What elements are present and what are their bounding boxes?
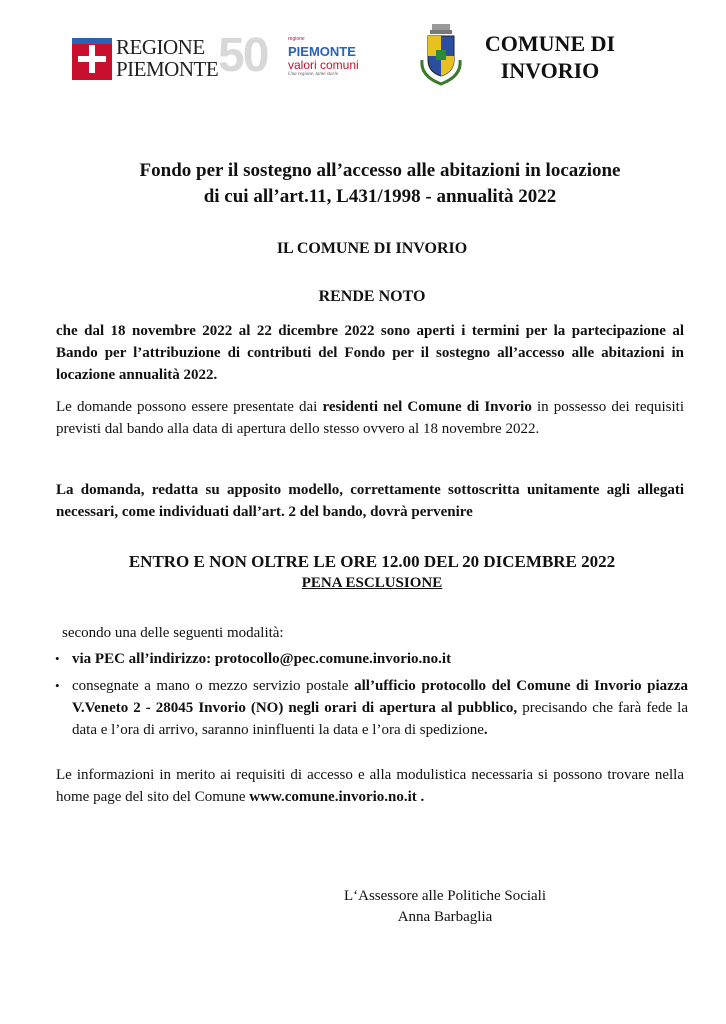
document-title — [60, 158, 700, 210]
office-address: all’ufficio protocollo del Comune di Invorio piazza V.Veneto 2 - 28045 Invorio (NO) negli orari di apertura al pubblico, — [72, 678, 688, 716]
piemonte-flag-icon — [72, 38, 112, 80]
list-item: • consegnate a mano o mezzo servizio postale all’ufficio protocollo del Comune di Invorio piazza V.Veneto 2 - 28045 Invorio (NO) negli orari di apertura al pubblico, precisando che farà fede la data e l’ora di arrivo, saranno ininfluenti la data e l’ora di spedizione. — [52, 675, 688, 741]
document-title-line2: di cui all’art.11, L431/1998 - annualità 2022 — [203, 186, 557, 207]
bullet-dot-icon: • — [55, 678, 60, 693]
anniversary-brand-line2: valori comuni — [288, 58, 359, 72]
anniversary-small-text: regione — [288, 36, 305, 42]
bullet-dot-icon: • — [55, 651, 60, 666]
list-item — [52, 648, 688, 670]
heading-rende-noto: RENDE NOTO — [318, 288, 426, 305]
comune-title-line1: COMUNE DI — [484, 31, 616, 56]
comune-title-line2: INVORIO — [500, 58, 600, 83]
coat-of-arms-icon — [418, 20, 464, 86]
anniversary-brand-line1: PIEMONTE — [288, 44, 356, 59]
penalty-notice: PENA ESCLUSIONE — [301, 575, 443, 591]
eligibility-paragraph: Le domande possono essere presentate dai residenti nel Comune di Invorio in possesso dei requisiti previsti dal bando alla data di apertura dello stesso ovvero al 18 novembre 2022. — [56, 399, 684, 437]
residents-emphasis: residenti nel Comune di Invorio — [322, 399, 532, 415]
deadline-heading: ENTRO E NON OLTRE LE ORE 12.00 DEL 20 DICEMBRE 2022 — [128, 552, 616, 571]
region-logo-line2: PIEMONTE — [116, 57, 219, 81]
piemonte-50-logo — [216, 29, 360, 84]
region-logo-line1: REGIONE — [116, 35, 205, 59]
modes-intro: secondo una delle seguenti modalità: — [62, 625, 284, 641]
submission-modes-list — [52, 648, 688, 746]
comune-title — [470, 30, 630, 84]
regione-piemonte-logo — [72, 35, 219, 82]
signature-name: Anna Barbaglia — [397, 909, 493, 925]
anniversary-tagline: Una regione, tante storie — [288, 72, 339, 77]
submission-paragraph: La domanda, redatta su apposito modello, correttamente sottoscritta unitamente agli allegati necessari, come individuati dall’art. 2 del bando, dovrà pervenire — [56, 482, 684, 520]
document-title-line1: Fondo per il sostegno all’accesso alle abitazioni in locazione — [139, 160, 621, 181]
pec-mode: via PEC all’indirizzo: protocollo@pec.comune.invorio.no.it — [72, 651, 452, 667]
website-link[interactable]: www.comune.invorio.no.it . — [249, 789, 425, 805]
signature-block — [320, 886, 570, 928]
heading-comune: IL COMUNE DI INVORIO — [276, 240, 468, 257]
info-paragraph: Le informazioni in merito ai requisiti di accesso e alla modulistica necessaria si possono trovare nella home page del sito del Comune www.comune.invorio.no.it . — [56, 767, 684, 805]
announcement-paragraph: che dal 18 novembre 2022 al 22 dicembre 2022 sono aperti i termini per la partecipazione al Bando per l’attribuzione di contributi del Fondo per il sostegno all’accesso alle abitazioni in locazione annualità 2022. — [56, 323, 684, 383]
signature-role: L‘Assessore alle Politiche Sociali — [343, 888, 547, 904]
anniversary-number: 50 — [218, 29, 268, 82]
